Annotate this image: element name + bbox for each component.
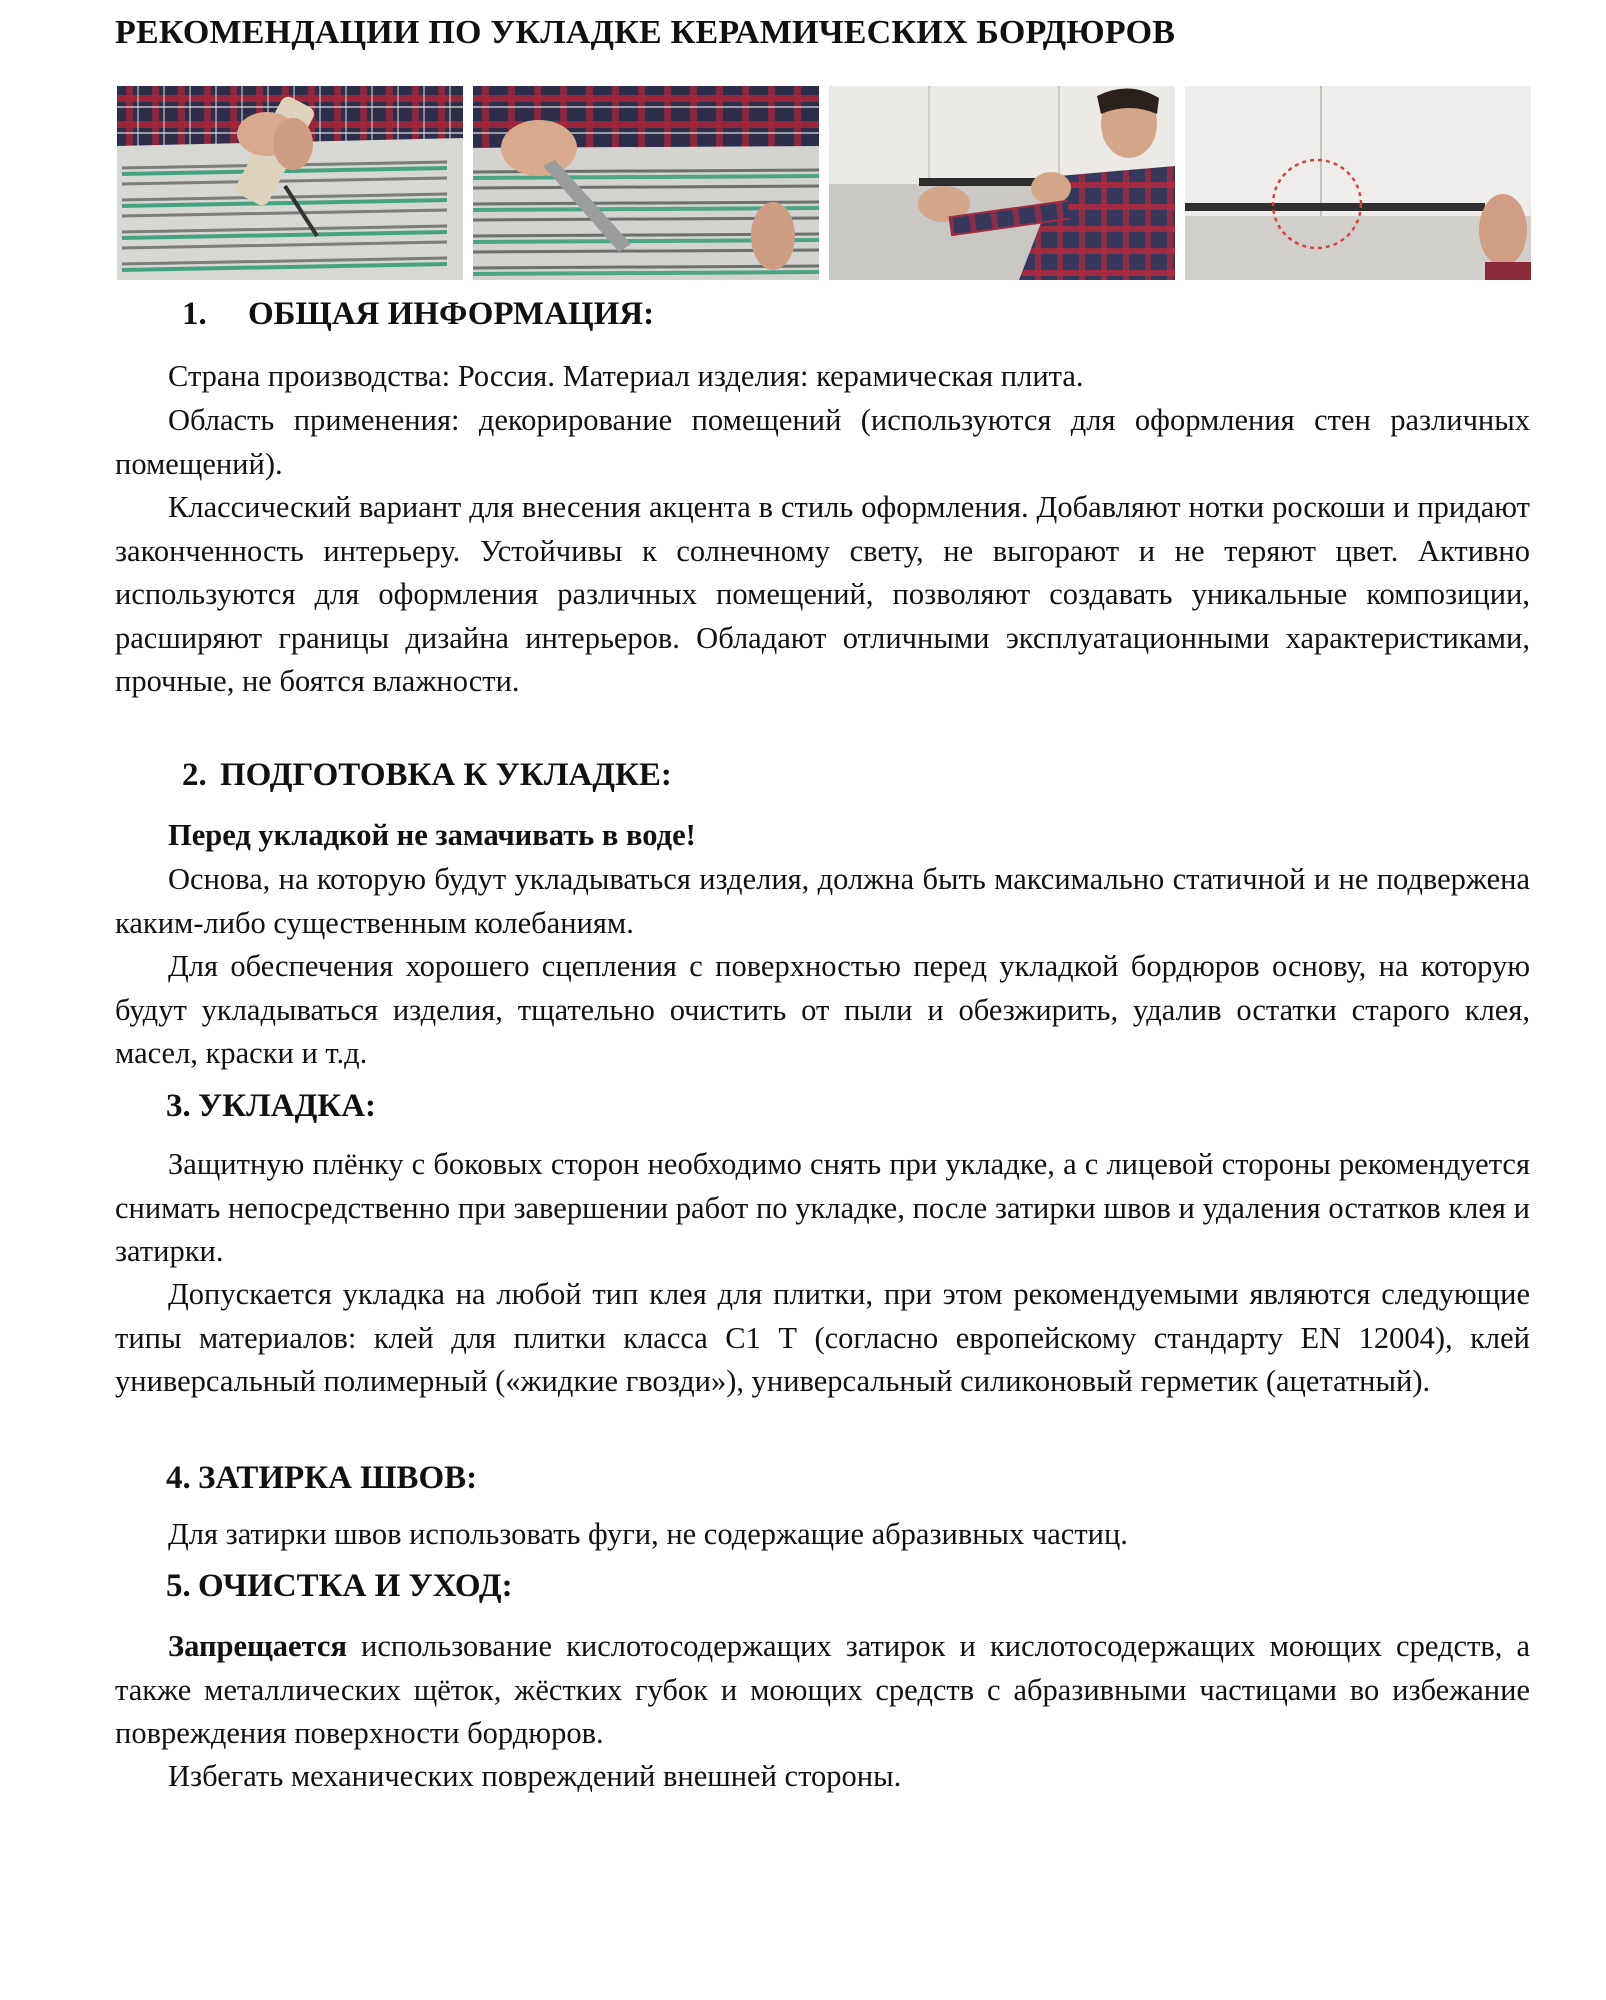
section-4-number: 4.	[166, 1460, 191, 1496]
section-5-number: 5.	[166, 1568, 191, 1604]
section-2-heading	[182, 757, 672, 794]
section-1-number: 1.	[182, 296, 207, 332]
section-1-heading	[182, 296, 654, 333]
section-5-paragraph-1	[115, 1625, 1530, 1756]
section-4-title: ЗАТИРКА ШВОВ:	[198, 1460, 478, 1496]
section-5-paragraph-1-text: использование кислотосодержащих затирок и кислотосодержащих моющих средств, а также металлических щёток, жёстких губок и моющих средств с абразивными частицами во избежание повреждения поверхности бордюров.	[115, 1629, 1530, 1751]
section-1-title: ОБЩАЯ ИНФОРМАЦИЯ:	[248, 296, 655, 332]
section-3-title: УКЛАДКА:	[198, 1088, 377, 1124]
section-2-title: ПОДГОТОВКА К УКЛАДКЕ:	[220, 757, 672, 793]
section-1-paragraph-3: Классический вариант для внесения акцента в стиль оформления. Добавляют нотки роскоши и придают законченность интерьеру. Устойчивы к солнечному свету, не выгорают и не теряют цвет. Активно используются для оформления различных помещений, позволяют создавать уникальные композиции, расширяют границы дизайна интерьеров. Обладают отличными эксплуатационными характеристиками, прочные, не боятся влажности.	[115, 490, 1530, 699]
section-5-title: ОЧИСТКА И УХОД:	[198, 1568, 513, 1604]
section-2-warning: Перед укладкой не замачивать в воде!	[168, 818, 696, 852]
section-1-paragraph-1: Страна производства: Россия. Материал изделия: керамическая плита.	[168, 359, 1084, 393]
document-title: РЕКОМЕНДАЦИИ ПО УКЛАДКЕ КЕРАМИЧЕСКИХ БОРДЮРОВ	[115, 14, 1176, 51]
section-4-paragraph-1: Для затирки швов использовать фуги, не содержащие абразивных частиц.	[168, 1517, 1128, 1551]
section-5-prohibited-label: Запрещается	[168, 1629, 347, 1663]
section-2-paragraph-1: Основа, на которую будут укладываться изделия, должна быть максимально статичной и не подвержена каким-либо существенным колебаниям.	[115, 862, 1530, 940]
photo-spreading-adhesive	[473, 86, 819, 280]
section-1-paragraph-2: Область применения: декорирование помещений (используются для оформления стен различных помещений).	[115, 403, 1530, 481]
section-2-paragraph-2: Для обеспечения хорошего сцепления с поверхностью перед укладкой бордюров основу, на которую будут укладываться изделия, тщательно очистить от пыли и обезжирить, удалив остатки старого клея, масел, краски и т.д.	[115, 949, 1530, 1071]
photo-mounting-border	[829, 86, 1175, 280]
photo-strip	[117, 86, 1517, 280]
photo-applying-adhesive	[117, 86, 463, 280]
section-2-number: 2.	[182, 757, 207, 793]
section-4-heading	[166, 1460, 477, 1497]
section-5-paragraph-2: Избегать механических повреждений внешней стороны.	[168, 1759, 902, 1793]
section-3-paragraph-1: Защитную плёнку с боковых сторон необходимо снять при укладке, а с лицевой стороны рекомендуется снимать непосредственно при завершении работ по укладке, после затирки швов и удаления остатков клея и затирки.	[115, 1147, 1530, 1269]
section-3-number: 3.	[166, 1088, 191, 1124]
section-5-heading	[166, 1568, 513, 1605]
section-3-heading	[166, 1088, 376, 1125]
section-3-paragraph-2: Допускается укладка на любой тип клея для плитки, при этом рекомендуемыми являются следующие типы материалов: клей для плитки класса С1 Т (согласно европейскому стандарту EN 12004), клей универсальный полимерный («жидкие гвозди»), универсальный силиконовый герметик (ацетатный).	[115, 1277, 1530, 1399]
photo-border-joint	[1185, 86, 1531, 280]
